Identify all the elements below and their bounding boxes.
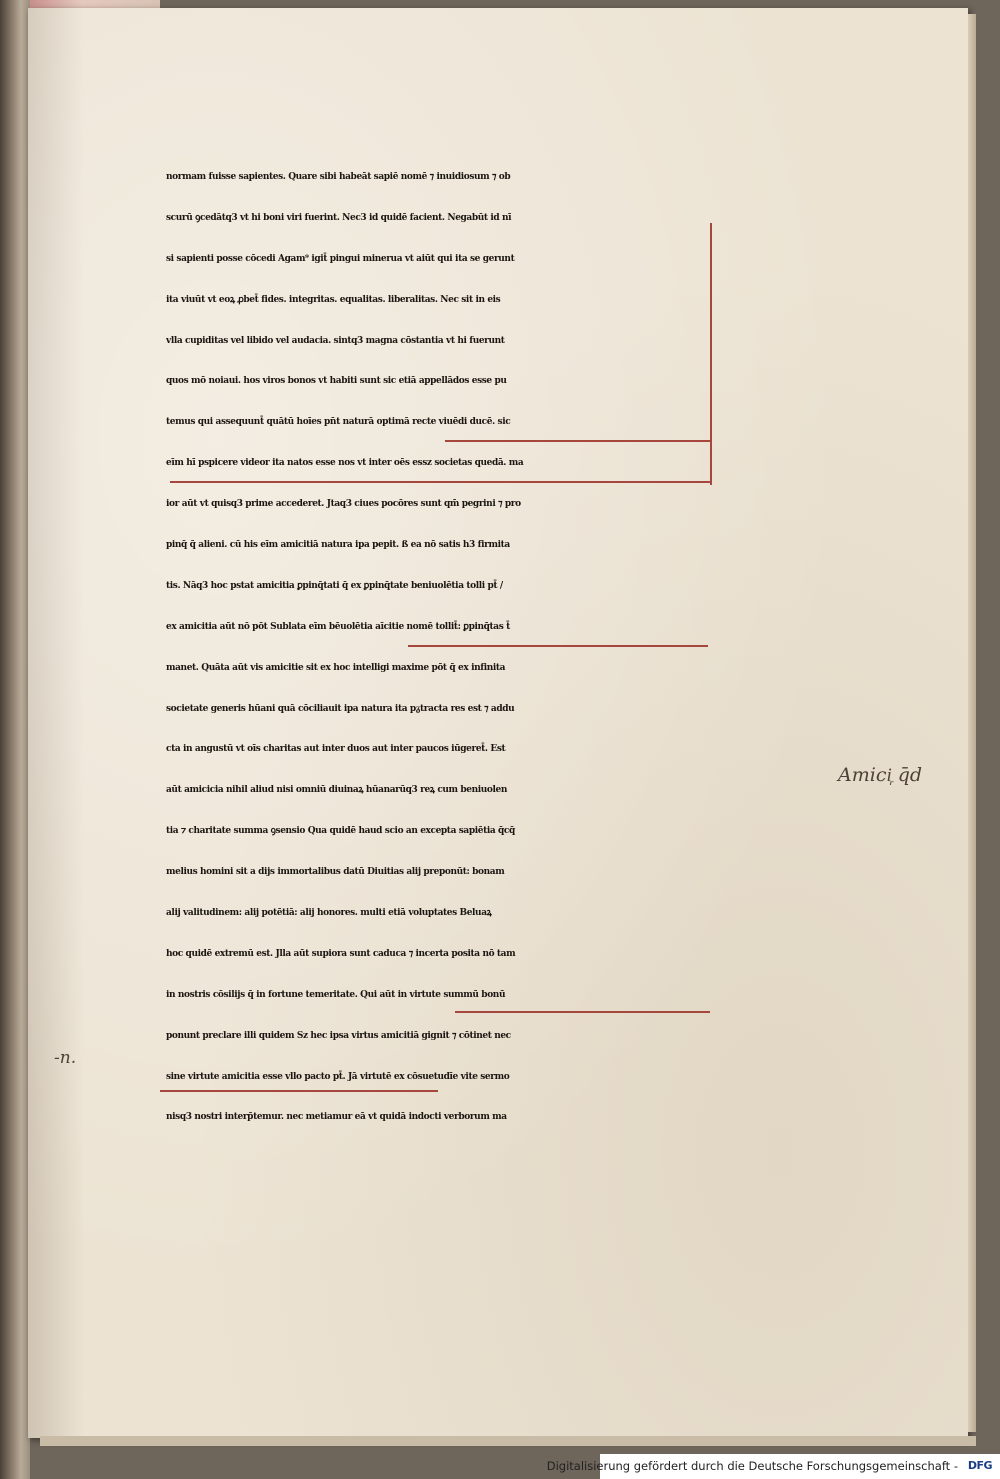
text-line: melius homini sit a dijs immortalibus datū Diuitias alij preponūt: bonam bbox=[166, 867, 505, 878]
text-line: hoc quidē extremū est. Jlla aūt supiora sunt caduca ⁊ incerta posita nō tam bbox=[166, 948, 516, 959]
margin-note-right: Amici᷊ q̄d bbox=[838, 764, 923, 786]
text-line: nisq3 nostri interp̄temur. nec metiamur eā vt quidā indocti verborum ma bbox=[166, 1112, 507, 1123]
dfg-logo: DFG bbox=[967, 1459, 992, 1472]
text-line: normam fuisse sapientes. Quare sibi habeāt sapiē nomē ⁊ inuidiosum ⁊ ob bbox=[166, 172, 511, 182]
text-line: pinq̄ q̄ alieni. cū his eīm amicitiā natura ipa pepit. ß ea nō satis h3 firmita bbox=[166, 540, 510, 551]
text-line: temus qui assequunt̄ quātū hoīes pn̄t naturā optimā recte viuēdi ducē. sic bbox=[166, 417, 511, 428]
red-vertical-rule bbox=[710, 223, 712, 485]
text-line: ponunt preclare illi quidem Sz hec ipsa virtus amicitiā gignit ⁊ cōtinet nec bbox=[166, 1030, 511, 1041]
text-line: alij valitudinem: alij potētiā: alij honores. multi etiā voluptates Beluaꝝ bbox=[166, 908, 492, 919]
red-underline bbox=[408, 645, 708, 647]
text-line: ex amicitia aūt nō pōt Sublata eīm bēuolētia aīcitie nomē tollit̄: ꝑpinq̄tas t̄ bbox=[166, 621, 510, 632]
text-line: vlla cupiditas vel libido vel audacia. sintq3 magna cōstantia vt hi fuerunt bbox=[166, 335, 505, 346]
page-bottom-edge bbox=[40, 1436, 976, 1446]
text-line: quos mō noiaui. hos viros bonos vt habiti sunt sic etiā appellādos esse pu bbox=[166, 376, 507, 387]
red-underline bbox=[160, 1090, 438, 1092]
text-line: ior aūt vt quisq3 prime accederet. Jtaq3 ciues pocōres sunt qm̄ pegrini ⁊ pro bbox=[166, 499, 521, 510]
page-edge bbox=[968, 14, 976, 1432]
text-line: scurū ꝯcedātq3 vt hi boni viri fuerint. Nec3 id quidē facient. Negabūt id nī bbox=[166, 212, 512, 223]
book-binding bbox=[0, 0, 30, 1479]
text-line: si sapienti posse cōcedi Agam⁹ igit̄ pingui minerua vt aiūt qui ita se gerunt bbox=[166, 253, 515, 264]
text-line: aūt amicicia nihil aliud nisi omniū diuinaꝝ hūanarūq3 reꝝ cum beniuolen bbox=[166, 785, 508, 796]
margin-note-left: -n. bbox=[54, 1048, 77, 1068]
red-underline bbox=[455, 1011, 710, 1013]
text-line: sine virtute amicitia esse vllo pacto pt̄. Jā virtutē ex cōsuetudīe vite sermo bbox=[166, 1071, 510, 1082]
text-line: tia ⁊ charitate summa ꝯsensio Qua quidē haud scio an excepta sapiētia q̄cq̄ bbox=[166, 826, 515, 837]
text-block bbox=[166, 157, 726, 1138]
text-line: tis. Nāq3 hoc pstat amicitia ꝑpinq̄tati q̄ ex ꝑpinq̄tate beniuolētia tolli pt̄ / bbox=[166, 580, 503, 591]
text-line: eīm hī pspicere videor ita natos esse nos vt inter oēs essz societas quedā. ma bbox=[166, 458, 524, 469]
text-line: in nostris cōsilijs q̄ in fortune temeritate. Qui aūt in virtute summū bonū bbox=[166, 989, 506, 1000]
footer-credit: Digitalisierung gefördert durch die Deutsche Forschungsgemeinschaft - bbox=[546, 1459, 958, 1473]
text-line: ita viuūt vt eoꝝ ꝓbet̄ fides. integritas. equalitas. liberalitas. Nec sit in eis bbox=[166, 294, 501, 305]
text-line: manet. Quāta aūt vis amicitie sit ex hoc intelligi maxime pōt q̄ ex infinita bbox=[166, 662, 506, 673]
text-line: cta in angustū vt oīs charitas aut inter duos aut inter paucos iūgeret̄. Est bbox=[166, 744, 506, 755]
text-line: societate generis hūani quā cōciliauit ipa natura ita pᵹtracta res est ⁊ addu bbox=[166, 703, 515, 714]
red-underline bbox=[445, 440, 710, 442]
red-underline bbox=[170, 481, 712, 483]
